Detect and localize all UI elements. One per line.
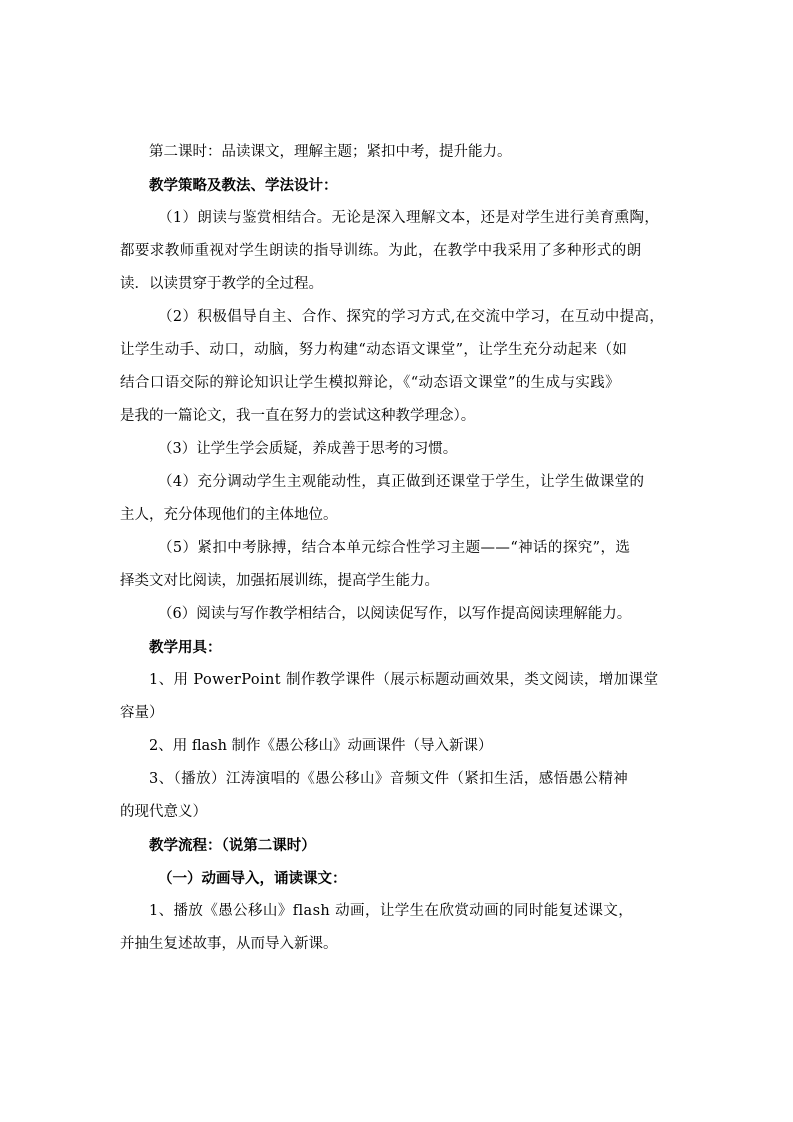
- subsection-heading: （一）动画导入，诵读课文：: [158, 870, 347, 887]
- paragraph-line: 都要求教师重视对学生朗读的指导训练。为此，在教学中我采用了多种形式的朗: [120, 243, 642, 259]
- paragraph-line: （5）紧扣中考脉搏，结合本单元综合性学习主题——“神话的探究”，选: [158, 540, 631, 556]
- document-body: [120, 136, 680, 961]
- list-item-line: 1、用 PowerPoint 制作教学课件（展示标题动画效果，类文阅读，增加课堂: [149, 672, 659, 688]
- paragraph-line: （6）阅读与写作教学相结合，以阅读促写作，以写作提高阅读理解能力。: [158, 606, 632, 622]
- paragraph-line: 读．以读贯穿于教学的全过程。: [120, 276, 323, 292]
- paragraph-line: （3）让学生学会质疑，养成善于思考的习惯。: [158, 441, 458, 457]
- paragraph-line: 是我的一篇论文，我一直在努力的尝试这种教学理念）。: [120, 408, 476, 424]
- list-item-line: 3、（播放）江涛演唱的《愚公移山》音频文件（紧扣生活，感悟愚公精神: [149, 771, 629, 787]
- list-item-line: 并抽生复述故事，从而导入新课。: [120, 936, 338, 952]
- section-heading-process: 教学流程：（说第二课时）: [149, 837, 316, 854]
- section-heading-strategy: 教学策略及教法、学法设计：: [149, 177, 338, 194]
- list-item-line: 容量）: [120, 705, 164, 721]
- paragraph-line: 主人，充分体现他们的主体地位。: [120, 507, 338, 523]
- paragraph-line: （4）充分调动学生主观能动性，真正做到还课堂于学生，让学生做课堂的: [158, 474, 645, 490]
- list-item-line: 的现代意义）: [120, 804, 207, 820]
- section-heading-tools: 教学用具：: [149, 639, 222, 656]
- paragraph-line: 择类文对比阅读，加强拓展训练，提高学生能力。: [120, 573, 439, 589]
- paragraph-line: （2）积极倡导自主、合作、探究的学习方式,在交流中学习，在互动中提高，: [158, 309, 665, 325]
- list-item-line: 2、用 flash 制作《愚公移山》动画课件（导入新课）: [149, 738, 493, 754]
- paragraph-line: （1）朗读与鉴赏相结合。无论是深入理解文本，还是对学生进行美育熏陶，: [158, 210, 660, 226]
- paragraph-line: 结合口语交际的辩论知识让学生模拟辩论，《“动态语文课堂”的生成与实践》: [120, 375, 621, 391]
- list-item-line: 1、播放《愚公移山》flash 动画，让学生在欣赏动画的同时能复述课文，: [149, 903, 634, 919]
- lesson-line: 第二课时：品读课文，理解主题；紧扣中考，提升能力。: [149, 144, 512, 160]
- paragraph-line: 让学生动手、动口，动脑，努力构建“动态语文课堂”，让学生充分动起来（如: [120, 342, 628, 358]
